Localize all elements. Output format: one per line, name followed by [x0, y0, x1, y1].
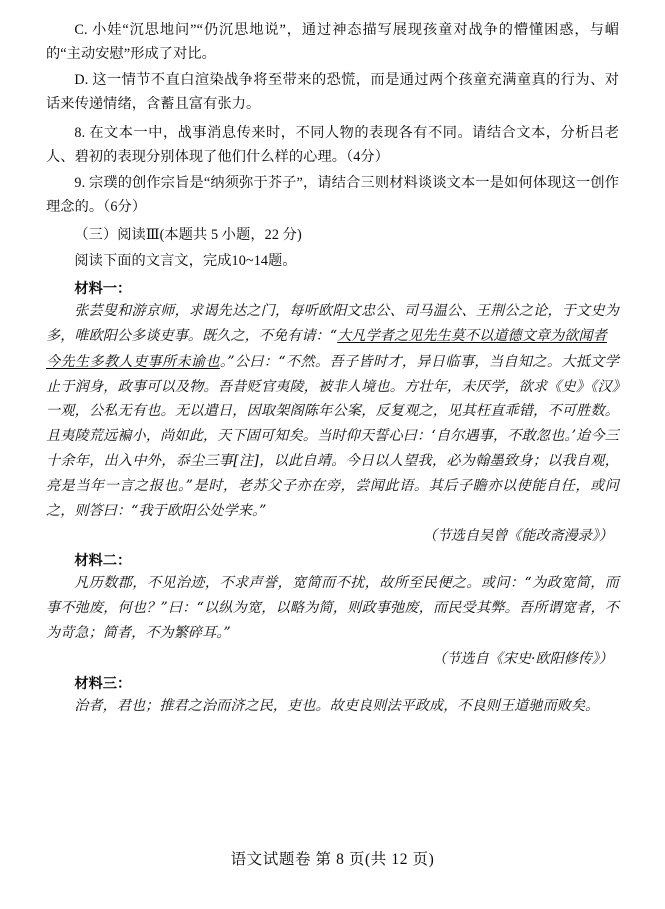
material-2-paragraph-1: 凡历数郡，不见治迹，不求声誉，宽简而不扰，故所至民便之。或问：“为政宽简，而事不弛废，何也？”曰：“以纵为宽，以略为简，则政事弛废，而民受其弊。吾所谓宽者，不为苛急；简者，不为繁碎耳。”	[46, 575, 619, 641]
option-d-text: D. 这一情节不直白渲染战争将至带来的恐慌，而是通过两个孩童充满童真的行为、对话来传递情绪，含蓄且富有张力。	[46, 71, 619, 113]
material-1-paragraph-1	[46, 299, 619, 349]
material-1-source: （节选自吴曾《能改斋漫录》）	[422, 528, 613, 545]
material-1-text: 张芸叟和游京师，求谒先达之门，每听欧阳文忠公、司马温公、王荆公之论，于文史为多，唯欧阳公多谈吏事。既久之，不免有请：“大凡学者之见先生莫不以道德文章为欲闻者	[46, 303, 619, 345]
question-9: 9. 宗璞的创作宗旨是“纳须弥于芥子”，请结合三则材料谈谈文本一是如何体现这一创作理念的。（6分）	[46, 174, 619, 215]
option-c-text: C. 小娃“沉思地问”“仍沉思地说”，通过神态描写展现孩童对战争的懵懂困惑，与嵋的“主动安慰”形成了对比。	[46, 22, 619, 63]
underlined-passage-cont: 今先生多教人吏事所未谕也	[46, 353, 220, 370]
question-8: 8. 在文本一中，战事消息传来时，不同人物的表现各有不同。请结合文本，分析吕老人、碧初的表现分别体现了他们什么样的心理。（4分）	[46, 124, 619, 166]
material-2-label: 材料二：	[74, 553, 132, 570]
material-2-source: （节选自《宋史·欧阳修传》）	[432, 650, 613, 667]
section-instruction: 阅读下面的文言文，完成10~14题。	[74, 252, 297, 269]
underlined-passage: 大凡学者之见先生莫不以道德文章为欲闻者	[337, 328, 607, 345]
material-1-label: 材料一：	[74, 281, 132, 298]
section-title: （三）阅读Ⅲ(本题共 5 小题，22 分)	[74, 227, 302, 244]
material-3-label: 材料三：	[74, 675, 132, 692]
material-1-paragraph-2	[46, 350, 619, 524]
material-1-text-cont: 今先生多教人吏事所未谕也。”公曰：“不然。吾子皆时才，异日临事，当自知之。大抵文学止于润身，政事可以及物。吾昔贬官夷陵，被非人境也。方壮年，未厌学，欲求《史》《汉》一观，公私无有也。无以遣日，因取架阁陈年公案，反复观之，见其枉直乖错，不可胜数。且夷陵荒远褊小，尚如此，天下固可知矣。当时仰天誓心曰：‘自尔遇事，不敢忽也。’迨今三十余年，出入中外，忝尘三事[注]，以此自靖。今日以人望我，必为翰墨致身；以我自观，亮是当年一言之报也。”是时，老苏父子亦在旁，尝闻此语。其后子瞻亦以使能自任，或问之，则答曰：“我于欧阳公处学来。”	[46, 353, 619, 519]
page-footer: 语文试题卷 第 8 页(共 12 页)	[230, 851, 435, 868]
material-3-paragraph-1: 治者，君也；推君之治而济之民，吏也。故吏良则法平政成，不良则王道驰而败矣。	[74, 697, 600, 714]
